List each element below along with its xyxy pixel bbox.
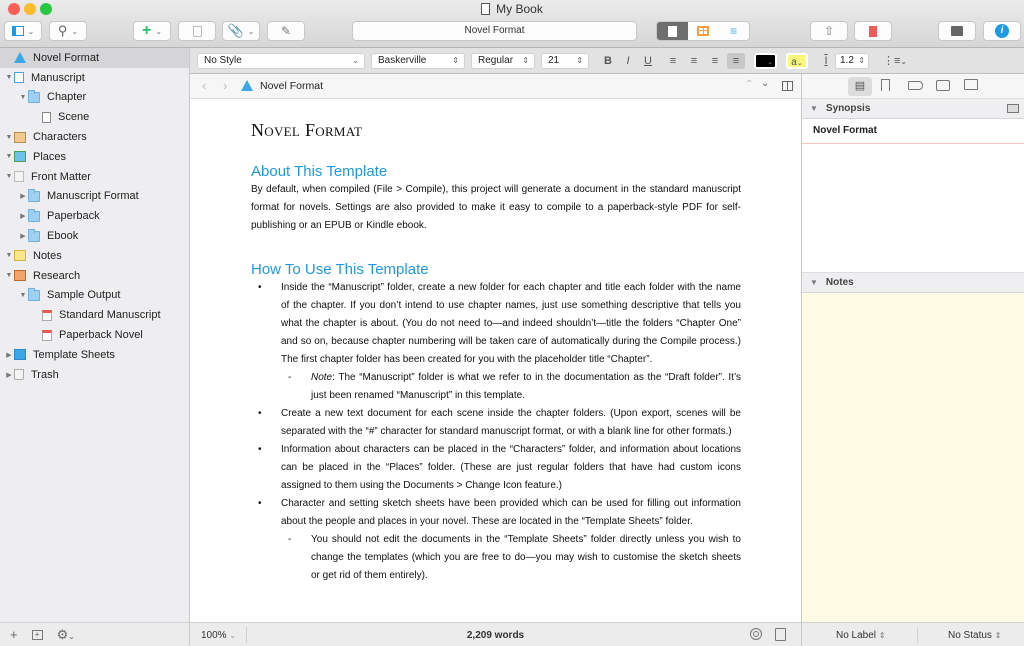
weight-value: Regular xyxy=(478,55,514,66)
composition-icon xyxy=(951,26,963,36)
trash-icon xyxy=(14,369,24,380)
page-icon xyxy=(42,112,51,123)
binder-item-label: Trash xyxy=(31,368,59,381)
document-icon xyxy=(481,3,490,15)
binder-sidebar xyxy=(0,48,190,622)
outline-icon: ≡ xyxy=(730,24,738,38)
view-corkboard-button[interactable] xyxy=(688,22,719,40)
disclosure-triangle-icon[interactable]: ▼ xyxy=(5,153,13,161)
document-title-field[interactable]: Novel Format xyxy=(352,21,637,41)
gear-menu-button[interactable] xyxy=(57,627,75,643)
image-toggle-icon[interactable] xyxy=(1007,104,1019,113)
list-item: • Character and setting sketch sheets have been provided which can be used for filling out information about the people and places in your novel. These are located in the “Template Sheets” folder. xyxy=(251,495,741,531)
disclosure-triangle-icon[interactable]: ▼ xyxy=(19,291,27,299)
frontmatter-icon xyxy=(14,171,24,182)
window-toolbar xyxy=(0,0,1024,48)
next-document-button[interactable]: ⌄ xyxy=(761,78,770,89)
binder-item-label: Places xyxy=(33,150,67,163)
font-weight-select[interactable] xyxy=(471,53,535,69)
pdf-icon xyxy=(42,310,52,321)
trash-icon xyxy=(193,26,202,37)
binder-item[interactable] xyxy=(0,365,189,385)
binder-toggle-button[interactable] xyxy=(4,21,42,41)
line-spacing-select[interactable] xyxy=(835,53,869,69)
disclosure-triangle-icon[interactable]: ▼ xyxy=(5,252,13,260)
word-count[interactable]: 2,209 words xyxy=(466,630,525,641)
compose-icon: ✎ xyxy=(280,24,292,38)
inspector-toggle-button[interactable] xyxy=(983,21,1021,41)
bookmark-icon xyxy=(869,26,877,37)
share-button[interactable] xyxy=(810,21,848,41)
tab-notes[interactable]: ▤ xyxy=(848,77,872,96)
disclosure-triangle-icon[interactable]: ▼ xyxy=(19,93,27,101)
binder-item[interactable] xyxy=(0,345,189,365)
binder-item[interactable] xyxy=(0,266,189,286)
target-icon[interactable] xyxy=(750,628,762,640)
binder-item[interactable] xyxy=(0,305,189,325)
chevron-down-icon: ⌄ xyxy=(27,26,35,36)
binder-item-label: Scene xyxy=(58,111,90,124)
folder-icon xyxy=(28,211,40,222)
disclosure-triangle-icon[interactable]: ▶ xyxy=(20,233,26,241)
add-button[interactable] xyxy=(133,21,171,41)
binder-item[interactable] xyxy=(0,88,189,108)
up-down-icon: ⇕ xyxy=(576,56,583,65)
style-select[interactable] xyxy=(197,53,365,69)
status-value: No Status xyxy=(948,630,992,641)
binder-item[interactable] xyxy=(0,187,189,207)
disclosure-triangle-icon[interactable]: ▶ xyxy=(6,351,12,359)
folder-icon xyxy=(28,191,40,202)
note-text: : The “Manuscript” folder is what we refer to in the documentation as the “Draft folder”. It’s just been renamed “Manuscript” in this template. xyxy=(311,372,741,401)
zoom-value: 100% xyxy=(201,630,227,641)
notes-text-area[interactable] xyxy=(802,293,1024,622)
binder-item[interactable] xyxy=(0,226,189,246)
synopsis-label: Synopsis xyxy=(825,103,871,114)
binder-item-label: Paperback Novel xyxy=(59,329,143,342)
label-value: No Label xyxy=(836,630,877,641)
split-editor-button[interactable] xyxy=(782,81,793,91)
inspector-footer xyxy=(801,622,1024,646)
synopsis-text-area[interactable] xyxy=(802,144,1024,273)
align-justify-button[interactable] xyxy=(727,53,745,69)
binder-item[interactable] xyxy=(0,325,189,345)
disclosure-triangle-icon[interactable]: ▶ xyxy=(20,213,26,221)
view-mode-control[interactable] xyxy=(656,21,750,41)
tab-metadata[interactable] xyxy=(908,81,923,90)
binder-item[interactable] xyxy=(0,127,189,147)
editor-header-title[interactable]: Novel Format xyxy=(260,80,324,92)
previous-document-button[interactable]: ⌃ xyxy=(745,79,754,90)
font-value: Baskerville xyxy=(378,55,427,66)
tab-comments[interactable] xyxy=(964,79,978,90)
notes-header[interactable] xyxy=(802,273,1024,293)
disclosure-triangle-icon[interactable]: ▶ xyxy=(6,371,12,379)
document-view-icon xyxy=(668,26,677,37)
up-down-icon: ⇕ xyxy=(522,56,529,65)
binder-item-label: Standard Manuscript xyxy=(59,309,161,322)
chevron-down-icon: ⌄ xyxy=(68,631,75,641)
paragraph-about: By default, when compiled (File > Compile), this project will generate a document in the standard manuscript format for novels. Settings are also provided to make it easy to compile to a paperback-style PDF for self-publishing or an EPUB or Kindle ebook. xyxy=(251,184,741,231)
label-select[interactable] xyxy=(836,630,886,641)
binder-item-label: Novel Format xyxy=(33,51,100,64)
search-icon: ⚲ xyxy=(57,23,68,38)
align-justify-icon: ≡ xyxy=(732,55,740,67)
style-value: No Style xyxy=(204,55,242,66)
size-value: 21 xyxy=(548,55,560,66)
binder-item[interactable] xyxy=(0,147,189,167)
binder-item-label: Ebook xyxy=(47,230,79,243)
compile-checkbox-icon[interactable] xyxy=(775,628,786,641)
up-down-icon: ⇕ xyxy=(452,56,459,65)
binder-item-label: Manuscript Format xyxy=(47,190,139,203)
notes-label: Notes xyxy=(825,277,854,288)
bold-button[interactable]: B xyxy=(604,55,612,67)
warning-icon xyxy=(241,80,253,91)
align-center-button[interactable] xyxy=(687,53,701,69)
gear-icon: ⚙ xyxy=(56,626,69,642)
instructions-list xyxy=(251,279,741,585)
templates-icon xyxy=(14,349,26,360)
composition-mode-button[interactable] xyxy=(938,21,976,41)
folder-icon xyxy=(28,231,40,242)
list-item: • Create a new text document for each scene inside the chapter folders. (Upon export, scenes will be separated with the “#” character for standard manuscript format, or with a blank line for other formats.) xyxy=(251,405,741,441)
folder-icon xyxy=(28,92,40,103)
list-icon: ⋮≡ xyxy=(882,55,901,67)
binder-item-label: Front Matter xyxy=(31,170,91,183)
paperclip-icon: 📎 xyxy=(227,23,244,38)
binder-item[interactable] xyxy=(0,286,189,306)
info-icon: i xyxy=(995,24,1009,38)
chevron-down-icon: ⌄ xyxy=(900,57,908,66)
divider xyxy=(917,627,918,643)
add-folder-button[interactable]: + xyxy=(32,630,43,640)
corkboard-icon xyxy=(697,26,709,36)
binder-footer xyxy=(0,622,190,646)
note-label: Note xyxy=(311,372,333,383)
places-icon xyxy=(14,151,26,162)
editor-header-bar xyxy=(190,74,801,99)
up-down-icon: ⇕ xyxy=(878,631,886,640)
up-down-icon: ⇕ xyxy=(994,631,1002,640)
share-icon: ⇧ xyxy=(823,24,835,38)
binder-item[interactable] xyxy=(0,48,189,68)
search-button[interactable] xyxy=(49,21,87,41)
warning-icon xyxy=(14,52,26,63)
plus-icon: + xyxy=(141,22,152,39)
align-left-icon: ≡ xyxy=(669,55,677,67)
binder-item[interactable] xyxy=(0,107,189,127)
quick-reference-button[interactable] xyxy=(267,21,305,41)
disclosure-triangle-icon[interactable]: ▼ xyxy=(5,173,13,181)
up-down-icon: ⇕ xyxy=(858,56,865,65)
highlight-label: a xyxy=(791,57,797,68)
view-document-button[interactable] xyxy=(657,22,688,40)
manuscript-icon xyxy=(14,72,24,83)
synopsis-header[interactable] xyxy=(802,99,1024,119)
binder-item-label: Characters xyxy=(33,131,87,144)
document-content[interactable] xyxy=(251,99,741,585)
inspector-tabs xyxy=(802,74,1024,99)
align-right-button[interactable] xyxy=(708,53,722,69)
trash-button[interactable] xyxy=(178,21,216,41)
disclosure-triangle-icon[interactable]: ▼ xyxy=(5,272,13,280)
heading-how-to: How To Use This Template xyxy=(251,261,429,278)
line-spacing-icon: I xyxy=(824,55,828,67)
list-item: • Information about characters can be placed in the “Characters” folder, and information about locations can be placed in the “Places” folder. (These are just regular folders that have had custom icons assigned to them using the Documents > Change Icon feature.) xyxy=(251,441,741,495)
binder-item-label: Sample Output xyxy=(47,289,121,302)
document-title: Novel Format xyxy=(251,120,363,140)
align-left-button[interactable] xyxy=(666,53,680,69)
research-icon xyxy=(14,270,26,281)
binder-item-label: Notes xyxy=(33,249,62,262)
tab-snapshots[interactable] xyxy=(936,80,950,91)
highlight-color-well[interactable] xyxy=(786,53,808,69)
binder-item-label: Research xyxy=(33,269,81,282)
list-item-sub: - You should not edit the documents in the “Template Sheets” folder directly unless you wish to change the templates (which you are free to do—you may wish to customise the sketch sheets or get rid of them entirely). xyxy=(251,531,741,585)
list-item-sub xyxy=(251,369,741,405)
window-title xyxy=(0,2,1024,16)
italic-button[interactable]: I xyxy=(626,55,630,67)
binder-item[interactable] xyxy=(0,167,189,187)
binder-item-label: Chapter xyxy=(47,91,87,104)
text-color-well[interactable]: ⌄ xyxy=(754,53,777,69)
line-spacing-value: 1.2 xyxy=(840,55,854,66)
font-size-select[interactable] xyxy=(541,53,589,69)
attach-button[interactable] xyxy=(222,21,260,41)
binder-item-label: Template Sheets xyxy=(33,348,115,361)
disclosure-triangle-icon: ▼ xyxy=(810,278,818,287)
add-document-button[interactable]: + xyxy=(10,627,18,642)
disclosure-triangle-icon[interactable]: ▶ xyxy=(20,193,26,201)
binder-item[interactable] xyxy=(0,68,189,88)
editor-footer xyxy=(190,622,801,646)
chevron-down-icon: ⌄ xyxy=(229,631,237,640)
text-editor[interactable] xyxy=(190,99,801,622)
chevron-down-icon: ⌄ xyxy=(247,26,255,36)
chevron-down-icon: ⌄ xyxy=(796,60,803,67)
list-style-button[interactable] xyxy=(882,53,908,69)
tab-bookmarks[interactable] xyxy=(881,79,890,91)
align-center-icon: ≡ xyxy=(690,55,698,67)
format-bar xyxy=(190,48,1024,74)
bookmark-button[interactable] xyxy=(854,21,892,41)
characters-icon xyxy=(14,132,26,143)
folder-icon xyxy=(28,290,40,301)
chevron-down-icon: ⌄ xyxy=(352,56,359,65)
chevron-down-icon: ⌄ xyxy=(71,26,79,36)
synopsis-title[interactable]: Novel Format xyxy=(802,119,1024,144)
disclosure-triangle-icon: ▼ xyxy=(810,104,818,113)
status-select[interactable] xyxy=(948,630,1001,641)
pdf-icon xyxy=(42,330,52,341)
underline-button[interactable]: U xyxy=(644,55,652,67)
binder-item[interactable] xyxy=(0,206,189,226)
font-family-select[interactable] xyxy=(371,53,465,69)
chevron-down-icon: ⌄ xyxy=(155,26,163,36)
list-item: • Inside the “Manuscript” folder, create a new folder for each chapter and title each folder with the name of the chapter. If you don’t intend to use chapter names, just use something descriptive that tells you what the chapter is about. (You do not need to—and indeed shouldn’t—title the folders “Chapter One” and so on, because chapter numbering will be taken care of automatically during the Compile process.) The first chapter folder has been created for you with the placeholder title “Chapter”. xyxy=(251,279,741,369)
binder-item-label: Manuscript xyxy=(31,71,85,84)
sidebar-icon xyxy=(12,26,24,36)
back-button[interactable]: ‹ xyxy=(202,78,207,93)
binder-item[interactable] xyxy=(0,246,189,266)
heading-about: About This Template xyxy=(251,163,388,180)
align-right-icon: ≡ xyxy=(711,55,719,67)
window-title-text: My Book xyxy=(496,2,543,16)
binder-item-label: Paperback xyxy=(47,210,100,223)
inspector-panel xyxy=(801,74,1024,622)
notes-icon xyxy=(14,250,26,261)
disclosure-triangle-icon[interactable]: ▼ xyxy=(5,74,13,82)
disclosure-triangle-icon[interactable]: ▼ xyxy=(5,133,13,141)
forward-button[interactable]: › xyxy=(223,78,228,93)
view-outline-button[interactable] xyxy=(718,22,749,40)
